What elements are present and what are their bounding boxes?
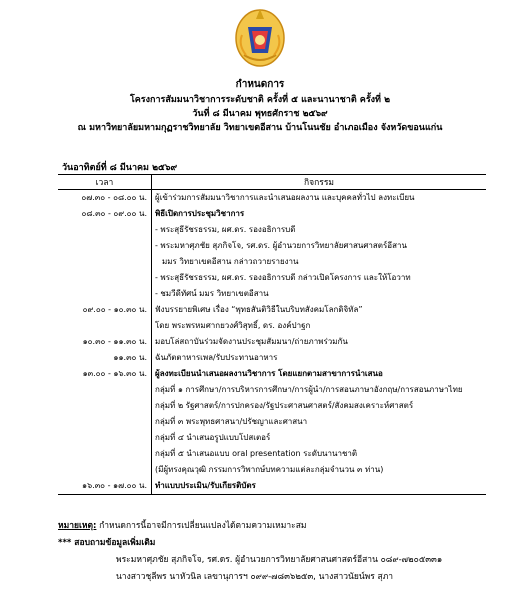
activity-cell: - พระสุธีรัชรธรรม, ผศ.ดร. รองอธิการบดี xyxy=(155,225,296,234)
time-cell xyxy=(58,398,152,414)
note-label: หมายเหตุ: xyxy=(58,521,97,531)
day-label: วันอาทิตย์ที่ ๘ มีนาคม ๒๕๖๙ xyxy=(62,163,178,173)
activity-cell: ผู้ลงทะเบียนนำเสนอผลงานวิชาการ โดยแยกตามสาขาการนำเสนอ xyxy=(155,369,383,378)
time-column-header: เวลา xyxy=(58,175,152,190)
table-row xyxy=(58,334,486,350)
table-row xyxy=(58,318,486,334)
activity-cell: กลุ่มที่ ๒ รัฐศาสตร์/การปกครอง/รัฐประศาสนศาสตร์/สังคมสงเคราะห์ศาสตร์ xyxy=(155,401,414,410)
table-row xyxy=(58,222,486,238)
table-row xyxy=(58,190,486,207)
table-row xyxy=(58,430,486,446)
schedule-header-row xyxy=(58,175,486,190)
activity-cell: พิธีเปิดการประชุมวิชาการ xyxy=(155,209,245,218)
time-cell xyxy=(58,318,152,334)
time-cell: ๑๖.๓๐ - ๑๗.๐๐ น. xyxy=(58,478,152,495)
schedule-table xyxy=(58,174,486,495)
activity-cell: - ชมวีดีทัศน์ มมร วิทยาเขตอีสาน xyxy=(155,289,269,298)
table-row xyxy=(58,302,486,318)
table-row xyxy=(58,286,486,302)
activity-cell: ทำแบบประเมิน/รับเกียรติบัตร xyxy=(155,481,256,490)
activity-cell: ฟังบรรยายพิเศษ เรื่อง “พุทธสันติวิธีในบริบทสังคมโลกดิจิทัล” xyxy=(155,305,363,314)
time-cell: ๐๗.๓๐ - ๐๘.๐๐ น. xyxy=(58,190,152,207)
time-cell xyxy=(58,254,152,270)
time-cell: ๑๑.๓๐ น. xyxy=(58,350,152,366)
table-row xyxy=(58,238,486,254)
table-row xyxy=(58,446,486,462)
table-row xyxy=(58,414,486,430)
document-title: กำหนดการ xyxy=(235,79,285,90)
project-name: โครงการสัมมนาวิชาการระดับชาติ ครั้งที่ ๕ และนานาชาติ ครั้งที่ ๒ xyxy=(129,95,391,105)
time-cell xyxy=(58,238,152,254)
time-cell xyxy=(58,382,152,398)
time-cell xyxy=(58,414,152,430)
activity-cell: (มีผู้ทรงคุณวุฒิ กรรมการวิพากษ์บทความแต่ละกลุ่มจำนวน ๓ ท่าน) xyxy=(155,465,384,474)
activity-cell: กลุ่มที่ ๔ นำเสนอรูปแบบโปสเตอร์ xyxy=(155,433,271,442)
university-emblem-icon xyxy=(234,5,286,67)
time-cell xyxy=(58,430,152,446)
notes-section xyxy=(58,518,442,586)
activity-cell: กลุ่มที่ ๑ การศึกษา/การบริหารการศึกษา/การผู้นำ/การสอนภาษาอังกฤษ/การสอนภาษาไทย xyxy=(155,385,463,394)
time-cell: ๐๙.๐๐ - ๑๐.๓๐ น. xyxy=(58,302,152,318)
time-cell xyxy=(58,270,152,286)
table-row xyxy=(58,382,486,398)
table-row xyxy=(58,350,486,366)
time-cell xyxy=(58,222,152,238)
time-cell xyxy=(58,446,152,462)
activity-cell: กลุ่มที่ ๓ พระพุทธศาสนา/ปรัชญาและศาสนา xyxy=(155,417,308,426)
note-text: กำหนดการนี้อาจมีการเปลี่ยนแปลงได้ตามความเหมาะสม xyxy=(99,521,307,531)
table-row xyxy=(58,478,486,495)
table-row xyxy=(58,398,486,414)
activity-cell: มอบโล่สถาบันร่วมจัดงานประชุมสัมมนา/ถ่ายภาพร่วมกัน xyxy=(155,337,348,346)
event-date: วันที่ ๘ มีนาคม พุทธศักราช ๒๕๖๙ xyxy=(192,109,328,119)
table-row xyxy=(58,366,486,382)
contact-line-2: นางสาวชุลีพร นาหัวนิล เลขานุการฯ ๐๙๙-๗๘๓๖๒๕๓, นางสาวนัยน์พร สุภา xyxy=(116,572,394,582)
activity-cell: มมร วิทยาเขตอีสาน กล่าวถวายรายงาน xyxy=(162,257,299,266)
activity-column-header: กิจกรรม xyxy=(303,178,334,188)
time-cell: ๑๓.๐๐ - ๑๖.๓๐ น. xyxy=(58,366,152,382)
activity-cell: - พระสุธีรัชรธรรม, ผศ.ดร. รองอธิการบดี กล่าวเปิดโครงการ และให้โอวาท xyxy=(155,273,411,282)
event-venue: ณ มหาวิทยาลัยมหามกุฏราชวิทยาลัย วิทยาเขตอีสาน บ้านโนนชัย อำเภอเมือง จังหวัดขอนแก่น xyxy=(77,123,443,133)
contact-line-1: พระมหาศุภชัย สุภกิจโจ, รศ.ดร. ผู้อำนวยการวิทยาลัยศาสนศาสตร์อีสาน ๐๘๙-๗๒๐๕๓๓๑ xyxy=(116,555,443,565)
time-cell: ๑๐.๓๐ - ๑๑.๓๐ น. xyxy=(58,334,152,350)
table-row xyxy=(58,206,486,222)
time-cell: ๐๘.๓๐ - ๐๙.๐๐ น. xyxy=(58,206,152,222)
activity-cell: กลุ่มที่ ๕ นำเสนอแบบ oral presentation ระดับนานาชาติ xyxy=(155,449,358,458)
note-line xyxy=(58,518,442,535)
document-header xyxy=(0,76,520,135)
table-row xyxy=(58,270,486,286)
time-cell xyxy=(58,286,152,302)
activity-cell: ฉันภัตตาหารเพล/รับประทานอาหาร xyxy=(155,353,278,362)
activity-cell: - พระมหาศุภชัย สุภกิจโจ, รศ.ดร. ผู้อำนวยการวิทยาลัยศาสนศาสตร์อีสาน xyxy=(155,241,407,250)
table-row xyxy=(58,254,486,270)
contact-title: *** สอบถามข้อมูลเพิ่มเติม xyxy=(58,538,156,548)
activity-cell: โดย พระพรหมศากยวงศ์วิสุทธิ์, ดร. องค์ปาฐก xyxy=(155,321,311,330)
table-row xyxy=(58,462,486,478)
activity-cell: ผู้เข้าร่วมการสัมมนาวิชาการและนำเสนอผลงาน และบุคคลทั่วไป ลงทะเบียน xyxy=(155,193,415,202)
time-cell xyxy=(58,462,152,478)
